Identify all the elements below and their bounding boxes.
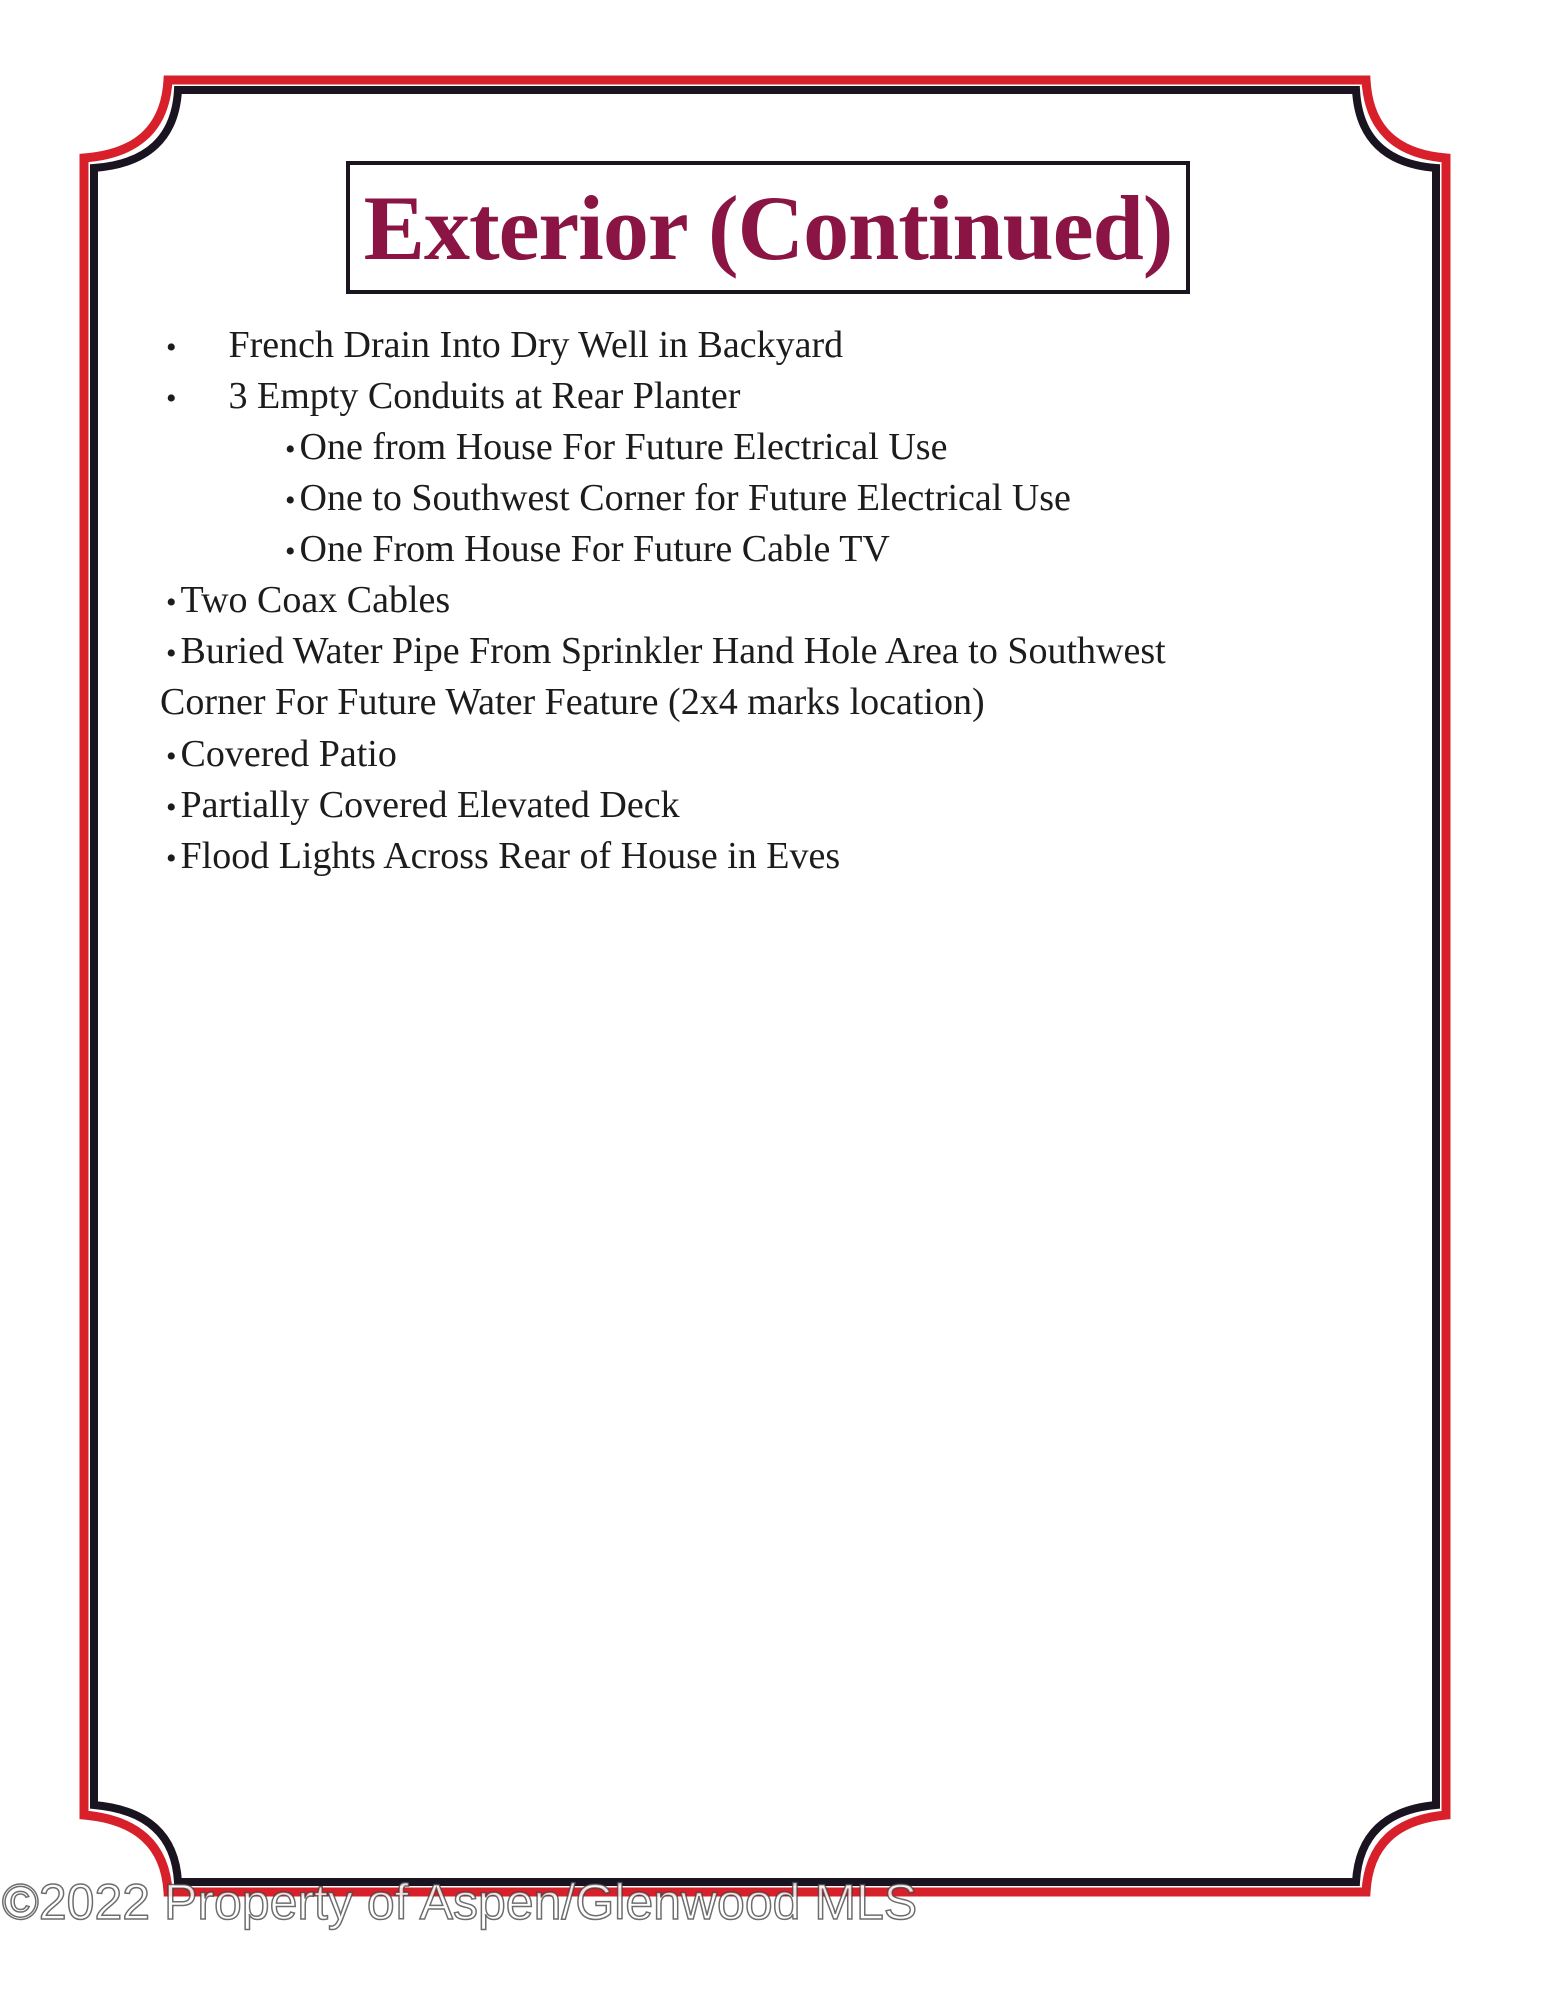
list-item xyxy=(166,735,397,773)
bullet: • xyxy=(166,331,177,364)
page-title: Exterior (Continued) xyxy=(363,176,1173,279)
list-item xyxy=(285,479,1071,517)
bullet: • xyxy=(285,535,296,568)
list-item xyxy=(166,632,1166,670)
bullet: • xyxy=(166,586,177,619)
bullet: • xyxy=(166,637,177,670)
bullet: • xyxy=(166,740,177,773)
list-item xyxy=(166,377,740,415)
list-item xyxy=(285,428,947,466)
list-item-text: One from House For Future Electrical Use xyxy=(299,426,948,468)
list-item xyxy=(166,786,680,824)
list-item-text: One to Southwest Corner for Future Electrical Use xyxy=(299,477,1071,519)
list-item-text: 3 Empty Conduits at Rear Planter xyxy=(228,375,741,417)
list-item-continuation xyxy=(160,683,985,721)
title-box xyxy=(346,161,1190,294)
list-item xyxy=(285,530,890,568)
bullet: • xyxy=(285,484,296,517)
bullet: • xyxy=(166,842,177,875)
bullet: • xyxy=(166,382,177,415)
list-item-text: One From House For Future Cable TV xyxy=(299,528,890,570)
list-item-text: Covered Patio xyxy=(180,733,397,775)
bullet: • xyxy=(285,433,296,466)
list-item-text: Corner For Future Water Feature (2x4 marks location) xyxy=(160,681,985,723)
list-item xyxy=(166,581,450,619)
list-item-text: Partially Covered Elevated Deck xyxy=(180,784,680,826)
list-item-text: Buried Water Pipe From Sprinkler Hand Hole Area to Southwest xyxy=(180,630,1166,672)
watermark: ©2022 Property of Aspen/Glenwood MLS xyxy=(2,1874,918,1930)
list-item-text: Flood Lights Across Rear of House in Eves xyxy=(180,835,841,877)
list-item xyxy=(166,837,840,875)
bullet: • xyxy=(166,791,177,824)
list-item-text: French Drain Into Dry Well in Backyard xyxy=(228,324,844,366)
list-item-text: Two Coax Cables xyxy=(180,579,451,621)
list-item xyxy=(166,326,843,364)
